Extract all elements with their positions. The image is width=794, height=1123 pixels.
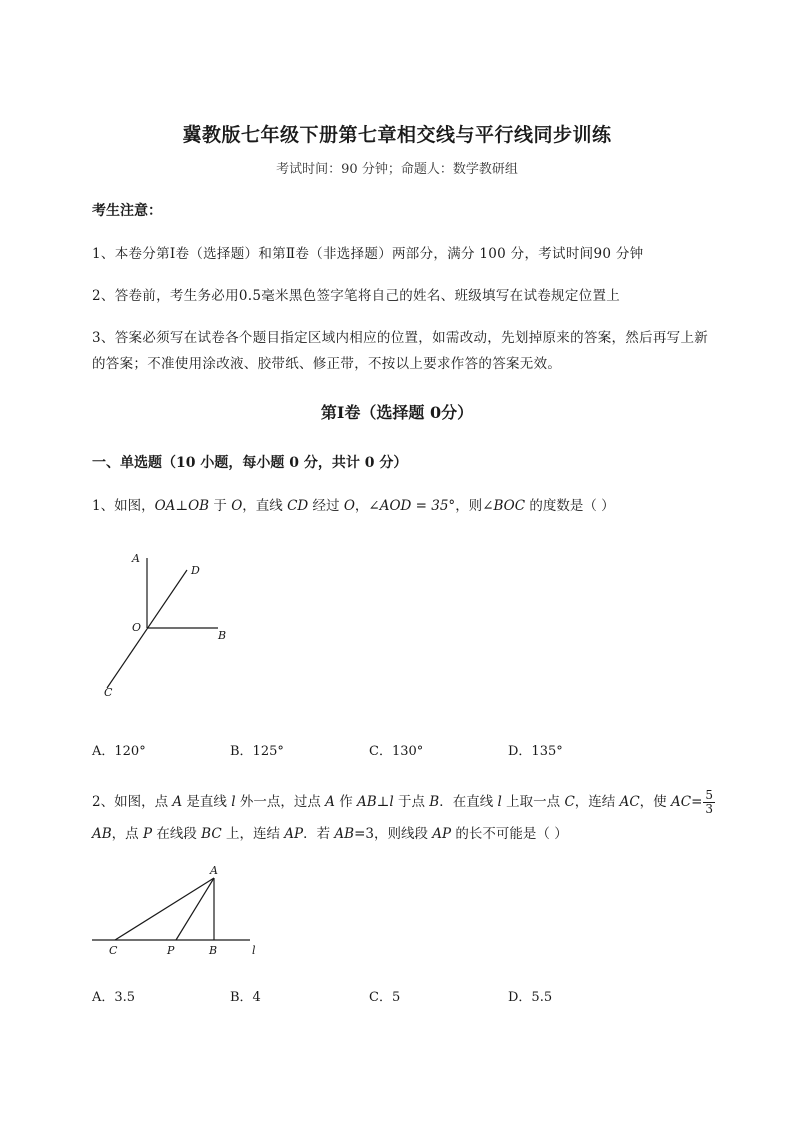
- label-b: B: [218, 629, 227, 642]
- q2-option-c[interactable]: C．5: [369, 990, 401, 1005]
- q1-math-angle-boc: ∠BOC: [482, 498, 526, 514]
- q1-option-b[interactable]: B．125°: [230, 744, 284, 759]
- segment-ac: [115, 878, 214, 940]
- part-heading: 一、单选题（10 小题，每小题 0 分，共计 0 分）: [92, 455, 408, 471]
- question-2-stem-line-1: 2、如图，点 A 是直线 l 外一点，过点 A 作 AB⊥l 于点 B．在直线 l 上取一点 C，连结 AC，使 AC= $\frac{5}{3}$: [92, 788, 714, 816]
- question-2-figure: [88, 860, 278, 960]
- notice-item-3-line-2: 的答案；不准使用涂改液、胶带纸、修正带，不按以上要求作答的答案无效。: [92, 356, 562, 372]
- exam-subtitle: 考试时间：90 分钟；命题人：数学教研组: [276, 162, 518, 177]
- question-2-stem-line-2: AB，点 P 在线段 BC 上，连结 AP．若 AB=3，则线段 AP 的长不可能是（ ）: [92, 826, 568, 842]
- q2-option-a[interactable]: A．3.5: [92, 990, 136, 1005]
- question-1-stem: 1、如图，OA⊥OB 于 O，直线 CD 经过 O，∠AOD = 35°，则∠BOC 的度数是（ ）: [92, 498, 615, 514]
- label-a: A: [132, 552, 140, 565]
- notice-heading: 考生注意：: [92, 203, 162, 219]
- label-o: O: [132, 621, 142, 634]
- exam-title: 冀教版七年级下册第七章相交线与平行线同步训练: [182, 124, 612, 146]
- notice-item-3-line-1: 3、答案必须写在试卷各个题目指定区域内相应的位置，如需改动，先划掉原来的答案，然后再写上新: [92, 330, 709, 346]
- q1-math-angle-aod: ∠AOD = 35°: [368, 498, 456, 514]
- notice-item-2: 2、答卷前，考生务必用0.5毫米黑色签字笔将自己的姓名、班级填写在试卷规定位置上: [92, 288, 621, 304]
- q1-option-a[interactable]: A．120°: [92, 744, 146, 759]
- q2-option-d[interactable]: D．5.5: [508, 990, 553, 1005]
- q1-option-d[interactable]: D．135°: [508, 744, 563, 759]
- label-a: A: [210, 864, 218, 877]
- segment-ap: [176, 878, 214, 940]
- section-title: 第Ⅰ卷（选择题 0分）: [320, 403, 474, 422]
- question-1-figure: [90, 540, 250, 710]
- label-c: C: [104, 686, 113, 699]
- notice-item-1: 1、本卷分第Ⅰ卷（选择题）和第Ⅱ卷（非选择题）两部分，满分 100 分，考试时间90 分钟: [92, 246, 644, 262]
- label-d: D: [191, 564, 200, 577]
- q1-option-c[interactable]: C．130°: [369, 744, 424, 759]
- label-l: l: [252, 944, 256, 957]
- q2-option-b[interactable]: B．4: [230, 990, 261, 1005]
- fraction-five-thirds: $\frac{5}{3}$: [705, 788, 714, 816]
- q1-math-oa-perp-ob: OA⊥OB: [154, 498, 210, 514]
- label-b: B: [209, 944, 218, 957]
- label-c: C: [109, 944, 118, 957]
- label-p: P: [167, 944, 175, 957]
